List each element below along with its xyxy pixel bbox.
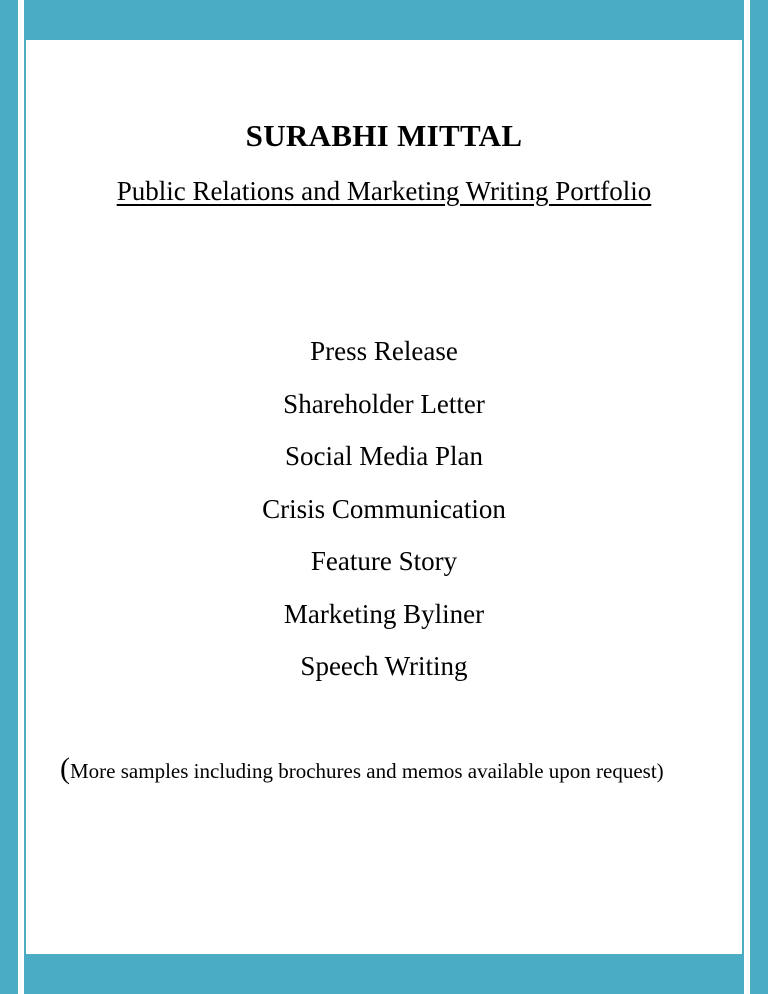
list-item: Crisis Communication (262, 493, 506, 524)
portfolio-subtitle: Public Relations and Marketing Writing Portfolio (116, 176, 652, 206)
note-text: More samples including brochures and memos available upon request) (70, 759, 664, 783)
availability-note (60, 752, 740, 786)
list-item: Speech Writing (300, 651, 468, 681)
list-item: Feature Story (310, 546, 458, 576)
border-gap (744, 0, 750, 40)
list-item: Marketing Byliner (283, 598, 485, 629)
list-item: Press Release (310, 336, 458, 366)
note-open-paren: ( (60, 752, 70, 785)
border-gap (744, 954, 750, 994)
author-name: SURABHI MITTAL (245, 118, 523, 153)
border-top-band (0, 0, 768, 40)
border-bottom-band (0, 954, 768, 994)
list-item: Shareholder Letter (283, 388, 485, 419)
portfolio-contents-list (0, 332, 768, 700)
list-item: Social Media Plan (285, 441, 483, 471)
